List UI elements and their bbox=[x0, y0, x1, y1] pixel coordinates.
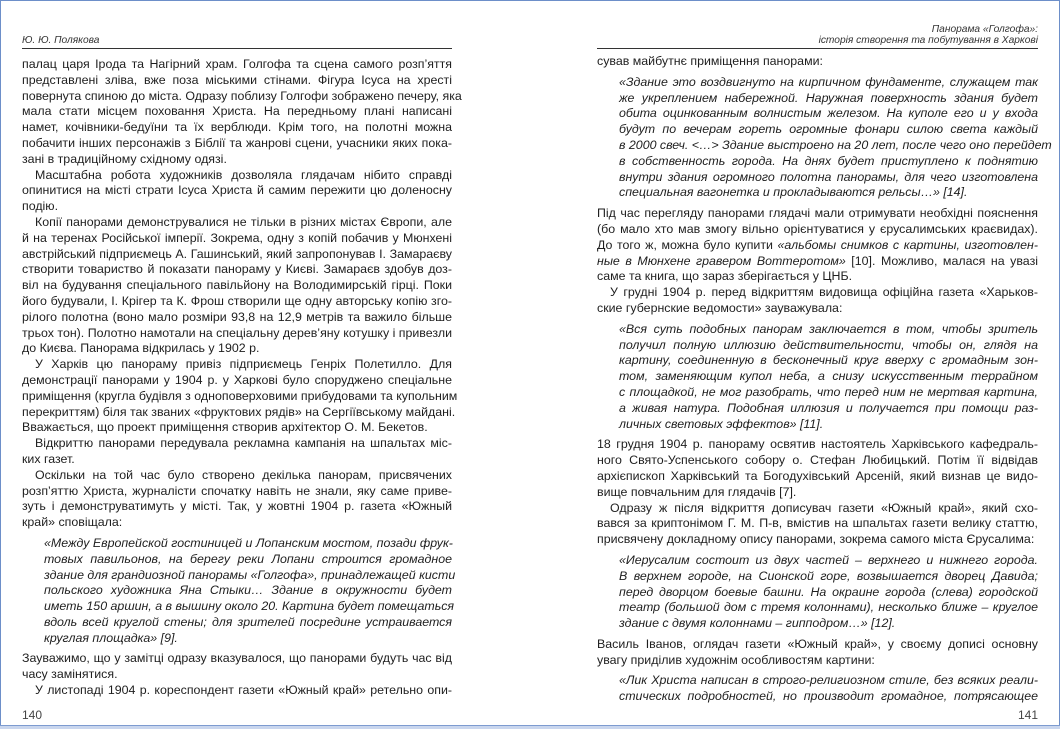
text-line: же укреплением набережной. Наружная поверхность здания будет bbox=[619, 90, 1038, 105]
text-line: Під час перегляду панорами глядачі мали отримувати необхідні пояснення bbox=[597, 206, 1038, 221]
text-line: товых павильонов, на берегу реки Лопани строится громадное bbox=[44, 551, 452, 566]
text-line: Василь Іванов, оглядач газети «Южный край», у своєму дописі основну bbox=[597, 636, 1038, 651]
text-line: зані в традиційному східному одязі. bbox=[22, 151, 227, 166]
block-quote bbox=[619, 673, 1038, 705]
text-line: «Вся суть подобных панорам заключается в том, чтобы зритель bbox=[619, 321, 1038, 336]
block-quote bbox=[619, 322, 1038, 433]
text-line: иметь 150 аршин, а в вышину около 20. Картина будет помещаться bbox=[44, 599, 455, 614]
text-line: «Лик Христа написан в строго-религиозном стиле, без всяких реали- bbox=[619, 673, 1038, 688]
running-head-title bbox=[597, 22, 1038, 49]
author-name: Ю. Ю. Полякова bbox=[22, 35, 100, 46]
paragraph bbox=[22, 683, 452, 699]
text-line: стических подробностей, но производит громадное, потрясающее bbox=[619, 689, 1038, 704]
text-line: рілого полотна (воно мало розміри 93,8 на 12,9 метрів та важило більше bbox=[22, 309, 452, 324]
block-quote bbox=[619, 74, 1052, 201]
chapter-subtitle: історія створення та побутування в Харкові bbox=[818, 35, 1038, 46]
text-line: розп’яттю Христа, журналісти спочатку навіть не знали, яку саме приве- bbox=[22, 483, 452, 498]
text-line: австрійський підприємець А. Гашинський, який запропонував І. Замараєву bbox=[22, 246, 452, 261]
text-line: У Харків цю панораму привіз підприємець Генріх Полетилло. Для bbox=[35, 357, 452, 372]
paragraph bbox=[22, 436, 452, 468]
block-quote bbox=[619, 553, 1038, 632]
text-line: повернута спиною до міста. Одразу поблизу Голгофи зображено печеру, яка bbox=[22, 88, 462, 103]
paragraph bbox=[597, 285, 1038, 317]
text-line: опинитися на місті страти Ісуса Христа й самим пережити цю доленосну bbox=[22, 183, 452, 198]
text-line: подію. bbox=[22, 199, 59, 214]
text-line: театр (большой дом с тремя колоннами), несколько ближе – круглое bbox=[619, 600, 1038, 615]
quoted-text: ные в Мюнхене гравером Воттеротом» bbox=[597, 253, 846, 268]
text-line: мала стати місцем поховання Христа. На передньому плані написані bbox=[22, 104, 452, 119]
text-line: ские губернские ведомости» зауважувала: bbox=[597, 300, 843, 315]
text-line: личных световых эффектов» [11]. bbox=[619, 416, 824, 431]
paragraph bbox=[22, 357, 458, 436]
text-line: ного Свято-Успенського собору о. Стефан Любицький. Потім її відвідав bbox=[597, 453, 1038, 468]
text-line: Відкриттю панорами передувала рекламна кампанія на шпальтах міс- bbox=[35, 436, 452, 451]
page-right bbox=[597, 0, 1052, 729]
text-line: ких газет. bbox=[22, 451, 75, 466]
paragraph bbox=[597, 437, 1038, 500]
page-left bbox=[22, 0, 462, 729]
paragraph bbox=[22, 651, 452, 683]
text-line: палац царя Ірода та Нагірний храм. Голгофа та сцена самого розп’яття bbox=[22, 57, 452, 71]
text-line: демонстрації панорами у 1904 р. у Харкові було споруджено спеціальне bbox=[22, 372, 452, 387]
paragraph bbox=[597, 206, 1038, 285]
text-line: обита оцинкованным волнистым железом. На куполе его и у входа bbox=[619, 106, 1038, 121]
text-line: том, заменяющим купол неба, а снизу искусственным террайном bbox=[619, 369, 1038, 384]
text-line: будут по вечерам гореть огромные фонари силою света каждый bbox=[619, 122, 1038, 137]
text-line: й на теренах Російської імперії. Зокрема, одну з копій побачив у Мюнхені bbox=[22, 230, 452, 245]
text-line: «Между Европейской гостиницей и Лопанским мостом, позади фрук- bbox=[44, 535, 453, 550]
page-number: 141 bbox=[1017, 708, 1038, 722]
paragraph bbox=[22, 215, 452, 357]
text-line bbox=[597, 254, 1038, 270]
text-line: в 2000 свеч. <…> Здание выстроено на 20 лет, после чего оно перейдет bbox=[619, 137, 1052, 152]
text-line: саме та книга, що зараз зберігається у ЦНБ. bbox=[597, 269, 853, 284]
text-line: здание для грандиозной панорамы «Голгофа», принадлежащей кисти bbox=[44, 567, 456, 582]
text-line: намет, кочівники-бедуїни та їх верблюди. Крім того, на полотні можна bbox=[22, 120, 452, 135]
text-line: Одразу ж після відкриття дописувач газети «Южный край», який схо- bbox=[610, 500, 1038, 515]
text-line: У грудні 1904 р. перед відкриттям видовища офіційна газета «Харьков- bbox=[610, 285, 1038, 300]
text-line: архієпископ Харківський та Богодухівський Арсеній, який визнав це видо- bbox=[597, 468, 1038, 483]
page-body bbox=[22, 57, 462, 699]
text-line: Масштабна робота художників дозволяла глядачам нібито справді bbox=[35, 167, 452, 182]
text-segment: [10]. Можливо, малася на увазі bbox=[845, 253, 1038, 268]
text-line: Зауважимо, що у замітці одразу вказувалося, що панорами будуть час від bbox=[22, 651, 452, 666]
text-line: його будували, І. Крігер та К. Фрош створили ще одну авторську копію зго- bbox=[22, 293, 452, 308]
text-line: часу замінятися. bbox=[22, 667, 118, 682]
text-line: круглая площадка» [9]. bbox=[44, 630, 178, 645]
text-line: вище повчальним для глядачів [7]. bbox=[597, 484, 797, 499]
quoted-text: «альбомы снимков с картины, изготовлен- bbox=[777, 237, 1038, 252]
text-line: В верхнем городе, на Сионской горе, возвышается дворец Давида; bbox=[619, 568, 1038, 583]
text-line: зуть і демонструватимуть у місті. Так, у жовтні 1904 р. газета «Южный bbox=[22, 499, 452, 514]
running-head-author bbox=[22, 22, 452, 49]
text-line: створити товариство й показати панораму у Києві. Замараєв здобув доз- bbox=[22, 262, 452, 277]
paragraph bbox=[22, 57, 462, 168]
text-line: картину, соединенную в бесконечный круг вверху с громадным зон- bbox=[619, 353, 1038, 368]
chapter-title: Панорама «Голгофа»: bbox=[931, 24, 1038, 35]
text-line: Вважається, що проект приміщення створив архітектор О. М. Бекетов. bbox=[22, 420, 428, 435]
text-line: а живая натура. Подобная иллюзия и получается при помощи раз- bbox=[619, 400, 1038, 415]
paragraph bbox=[597, 501, 1038, 548]
text-line: вався за криптонімом Г. М. П-в, вмістив на шпальтах газети велику статтю, bbox=[597, 516, 1038, 531]
text-line: увагу приділив художнім особливостям картини: bbox=[597, 652, 875, 667]
page-number: 140 bbox=[22, 708, 43, 722]
text-line bbox=[597, 238, 1038, 254]
text-line: здание с двумя колоннами – гипподром…» [12]. bbox=[619, 616, 896, 631]
paragraph bbox=[22, 468, 452, 531]
text-line: польского художника Яна Стыки… Здание в окружности будет bbox=[44, 583, 452, 598]
text-line: У листопаді 1904 р. кореспондент газети «Южный край» ретельно опи- bbox=[35, 683, 452, 698]
text-line: вдоль всей круглой стены; для зрителей посредине устраивается bbox=[44, 614, 452, 629]
text-line: «Здание это воздвигнуто на кирпичном фундаменте, служащем так bbox=[619, 74, 1038, 89]
text-line: специальная вагонетка и прокладываются рельсы…» [14]. bbox=[619, 185, 968, 200]
block-quote bbox=[44, 535, 456, 647]
text-line: с площадкой, не мог разобрать, что перед ним не мертвая картина, bbox=[619, 384, 1038, 399]
text-line: получил полную иллюзию действительности, чтобы он, глядя на bbox=[619, 337, 1038, 352]
text-line: перед дворцом боевые башни. На окраине города (слева) городской bbox=[619, 584, 1038, 599]
text-line: внутри здания огромного полотна панорамы, для чего изготовлена bbox=[619, 169, 1038, 184]
text-line: присвячену докладному опису панорами, зокрема самого міста Єрусалима: bbox=[597, 532, 1035, 547]
paragraph bbox=[597, 54, 1038, 70]
text-line: побачити інших персонажів з Біблії та жанрові сцени, учасники яких пока- bbox=[22, 135, 452, 150]
text-line: Копії панорами демонструвалися не тільки в різних містах Європи, але bbox=[35, 214, 452, 229]
text-line: сував майбутнє приміщення панорами: bbox=[597, 54, 823, 68]
text-line: (бо мало хто мав змогу вільно орієнтуватися у єрусалимських краєвидах). bbox=[597, 221, 1038, 236]
paragraph bbox=[597, 637, 1038, 669]
text-line: представлені зліва, вже поза міськими стінами. Фігура Ісуса на хресті bbox=[22, 72, 452, 87]
text-line: приміщення (кругла будівля з одноповерховими прибудовами та купольним bbox=[22, 388, 458, 403]
text-segment: До того ж, можна було купити bbox=[597, 237, 778, 252]
text-line: край» сповіщала: bbox=[22, 515, 123, 530]
paragraph bbox=[22, 168, 452, 215]
text-line: Оскільки на той час було створено декілька панорам, присвячених bbox=[35, 467, 452, 482]
text-line: «Иерусалим состоит из двух частей – верхнего и нижнего города. bbox=[619, 552, 1038, 567]
text-line: перекриттям) біля так званих «фруктових рядів» на Сергіївському майдані. bbox=[22, 404, 456, 419]
text-line: 18 грудня 1904 р. панораму освятив настоятель Харківського кафедраль- bbox=[597, 437, 1038, 452]
text-line: трьох тон). Полотно намотали на спеціальну дерев’яну котушку і привезли bbox=[22, 325, 453, 340]
text-line: в собственность города. На днях будет приступлено к поднятию bbox=[619, 153, 1038, 168]
page-body bbox=[597, 54, 1052, 710]
text-line: віл на будування спеціального павільйону на Володимирській гірці. Поки bbox=[22, 278, 452, 293]
text-line: до Києва. Панорама відкрилась у 1902 р. bbox=[22, 341, 260, 356]
